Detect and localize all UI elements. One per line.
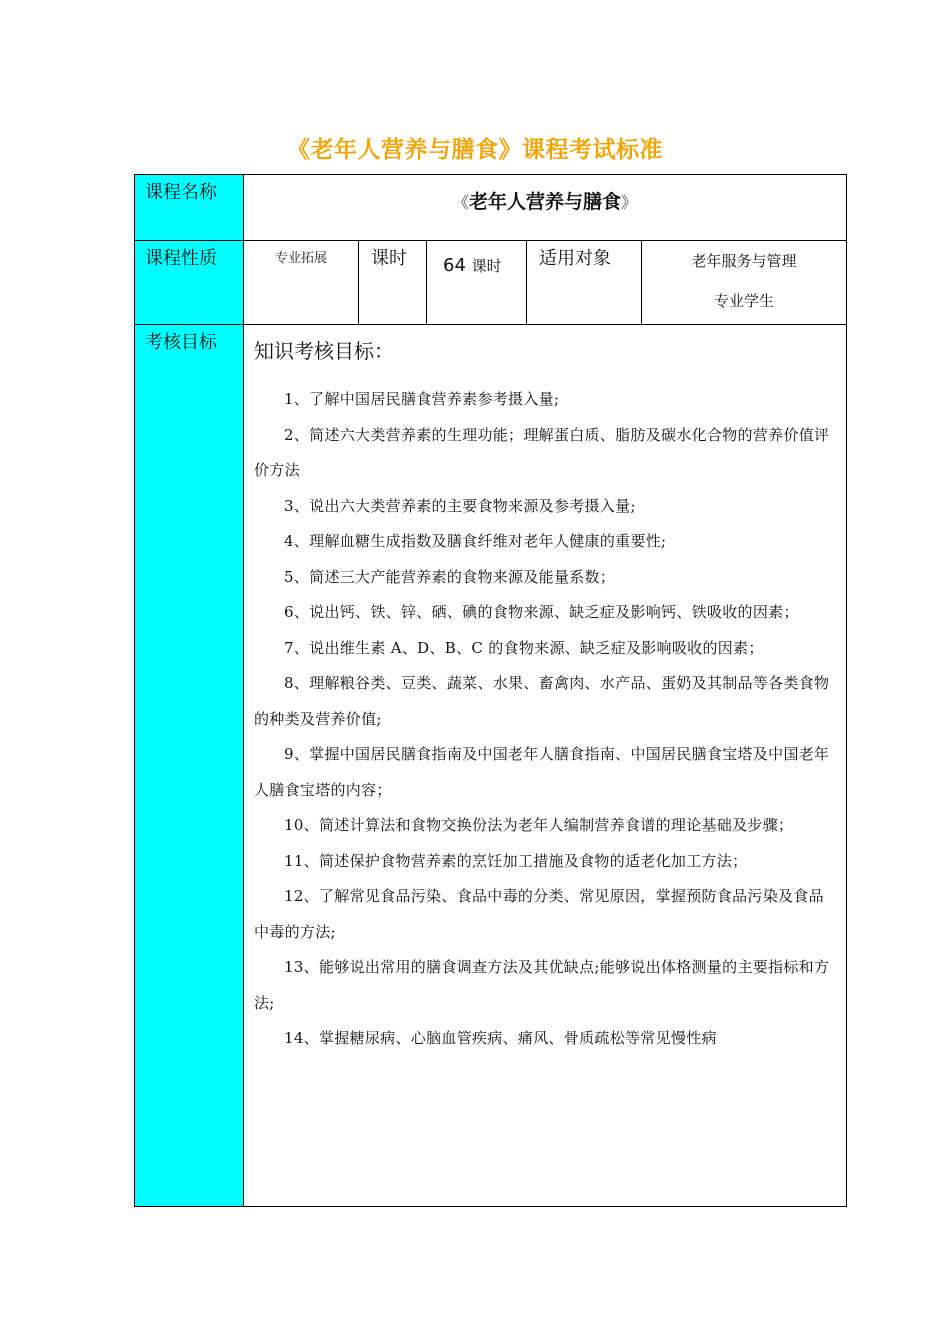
objective-label: 考核目标	[135, 325, 244, 1207]
knowledge-heading: 知识考核目标：	[254, 339, 394, 363]
objective-item: 7、说出维生素 A、D、B、C 的食物来源、缺乏症及影响吸收的因素；	[284, 638, 764, 657]
hours-label: 课时	[359, 241, 427, 325]
course-name-cell	[244, 175, 847, 241]
objective-content	[244, 325, 847, 1207]
row-course-info	[135, 241, 847, 325]
row-objectives	[135, 325, 847, 1207]
objective-item: 14、掌握糖尿病、心脑血管疾病、痛风、骨质疏松等常见慢性病	[284, 1029, 717, 1047]
objective-item: 3、说出六大类营养素的主要食物来源及参考摄入量;	[284, 496, 636, 515]
hours-value: 64	[443, 255, 466, 276]
course-name-label: 课程名称	[135, 175, 244, 241]
objective-item: 11、简述保护食物营养素的烹饪加工措施及食物的适老化加工方法；	[284, 851, 748, 870]
objective-item: 10、简述计算法和食物交换份法为老年人编制营养食谱的理论基础及步骤；	[284, 816, 794, 834]
row-course-name	[135, 175, 847, 241]
open-quote: 《	[453, 193, 470, 212]
exam-standard-table	[134, 174, 847, 1207]
nature-value: 专业拓展	[244, 241, 359, 325]
audience-cell	[642, 241, 847, 325]
nature-label: 课程性质	[135, 241, 244, 325]
audience-label: 适用对象	[527, 241, 642, 325]
objective-item: 1、了解中国居民膳食营养素参考摄入量;	[284, 390, 560, 408]
audience-line-2: 专业学生	[714, 292, 775, 310]
objective-item: 4、理解血糖生成指数及膳食纤维对老年人健康的重要性;	[284, 532, 667, 550]
objective-item: 2、简述六大类营养素的生理功能；理解蛋白质、脂肪及碳水化合物的营养价值评价方法	[254, 425, 830, 479]
objective-item: 8、理解粮谷类、豆类、蔬菜、水果、畜禽肉、水产品、蛋奶及其制品等各类食物的种类及营养价值;	[254, 674, 830, 728]
objective-item: 12、了解常见食品污染、食品中毒的分类、常见原因，掌握预防食品污染及食品中毒的方法;	[254, 887, 824, 941]
objective-item: 13、能够说出常用的膳食调查方法及其优缺点;能够说出体格测量的主要指标和方法;	[254, 958, 830, 1012]
hours-unit: 课时	[471, 257, 502, 275]
close-quote: 》	[621, 193, 638, 212]
objective-item: 6、说出钙、铁、锌、硒、碘的食物来源、缺乏症及影响钙、铁吸收的因素；	[284, 603, 799, 621]
hours-cell	[427, 241, 527, 325]
objective-item: 5、简述三大产能营养素的食物来源及能量系数；	[284, 567, 616, 586]
audience-line-1: 老年服务与管理	[691, 252, 797, 270]
page-title: 《老年人营养与膳食》课程考试标准	[287, 137, 663, 163]
objective-item: 9、掌握中国居民膳食指南及中国老年人膳食指南、中国居民膳食宝塔及中国老年人膳食宝塔的内容；	[254, 745, 830, 799]
course-name-value: 老年人营养与膳食	[469, 191, 622, 213]
